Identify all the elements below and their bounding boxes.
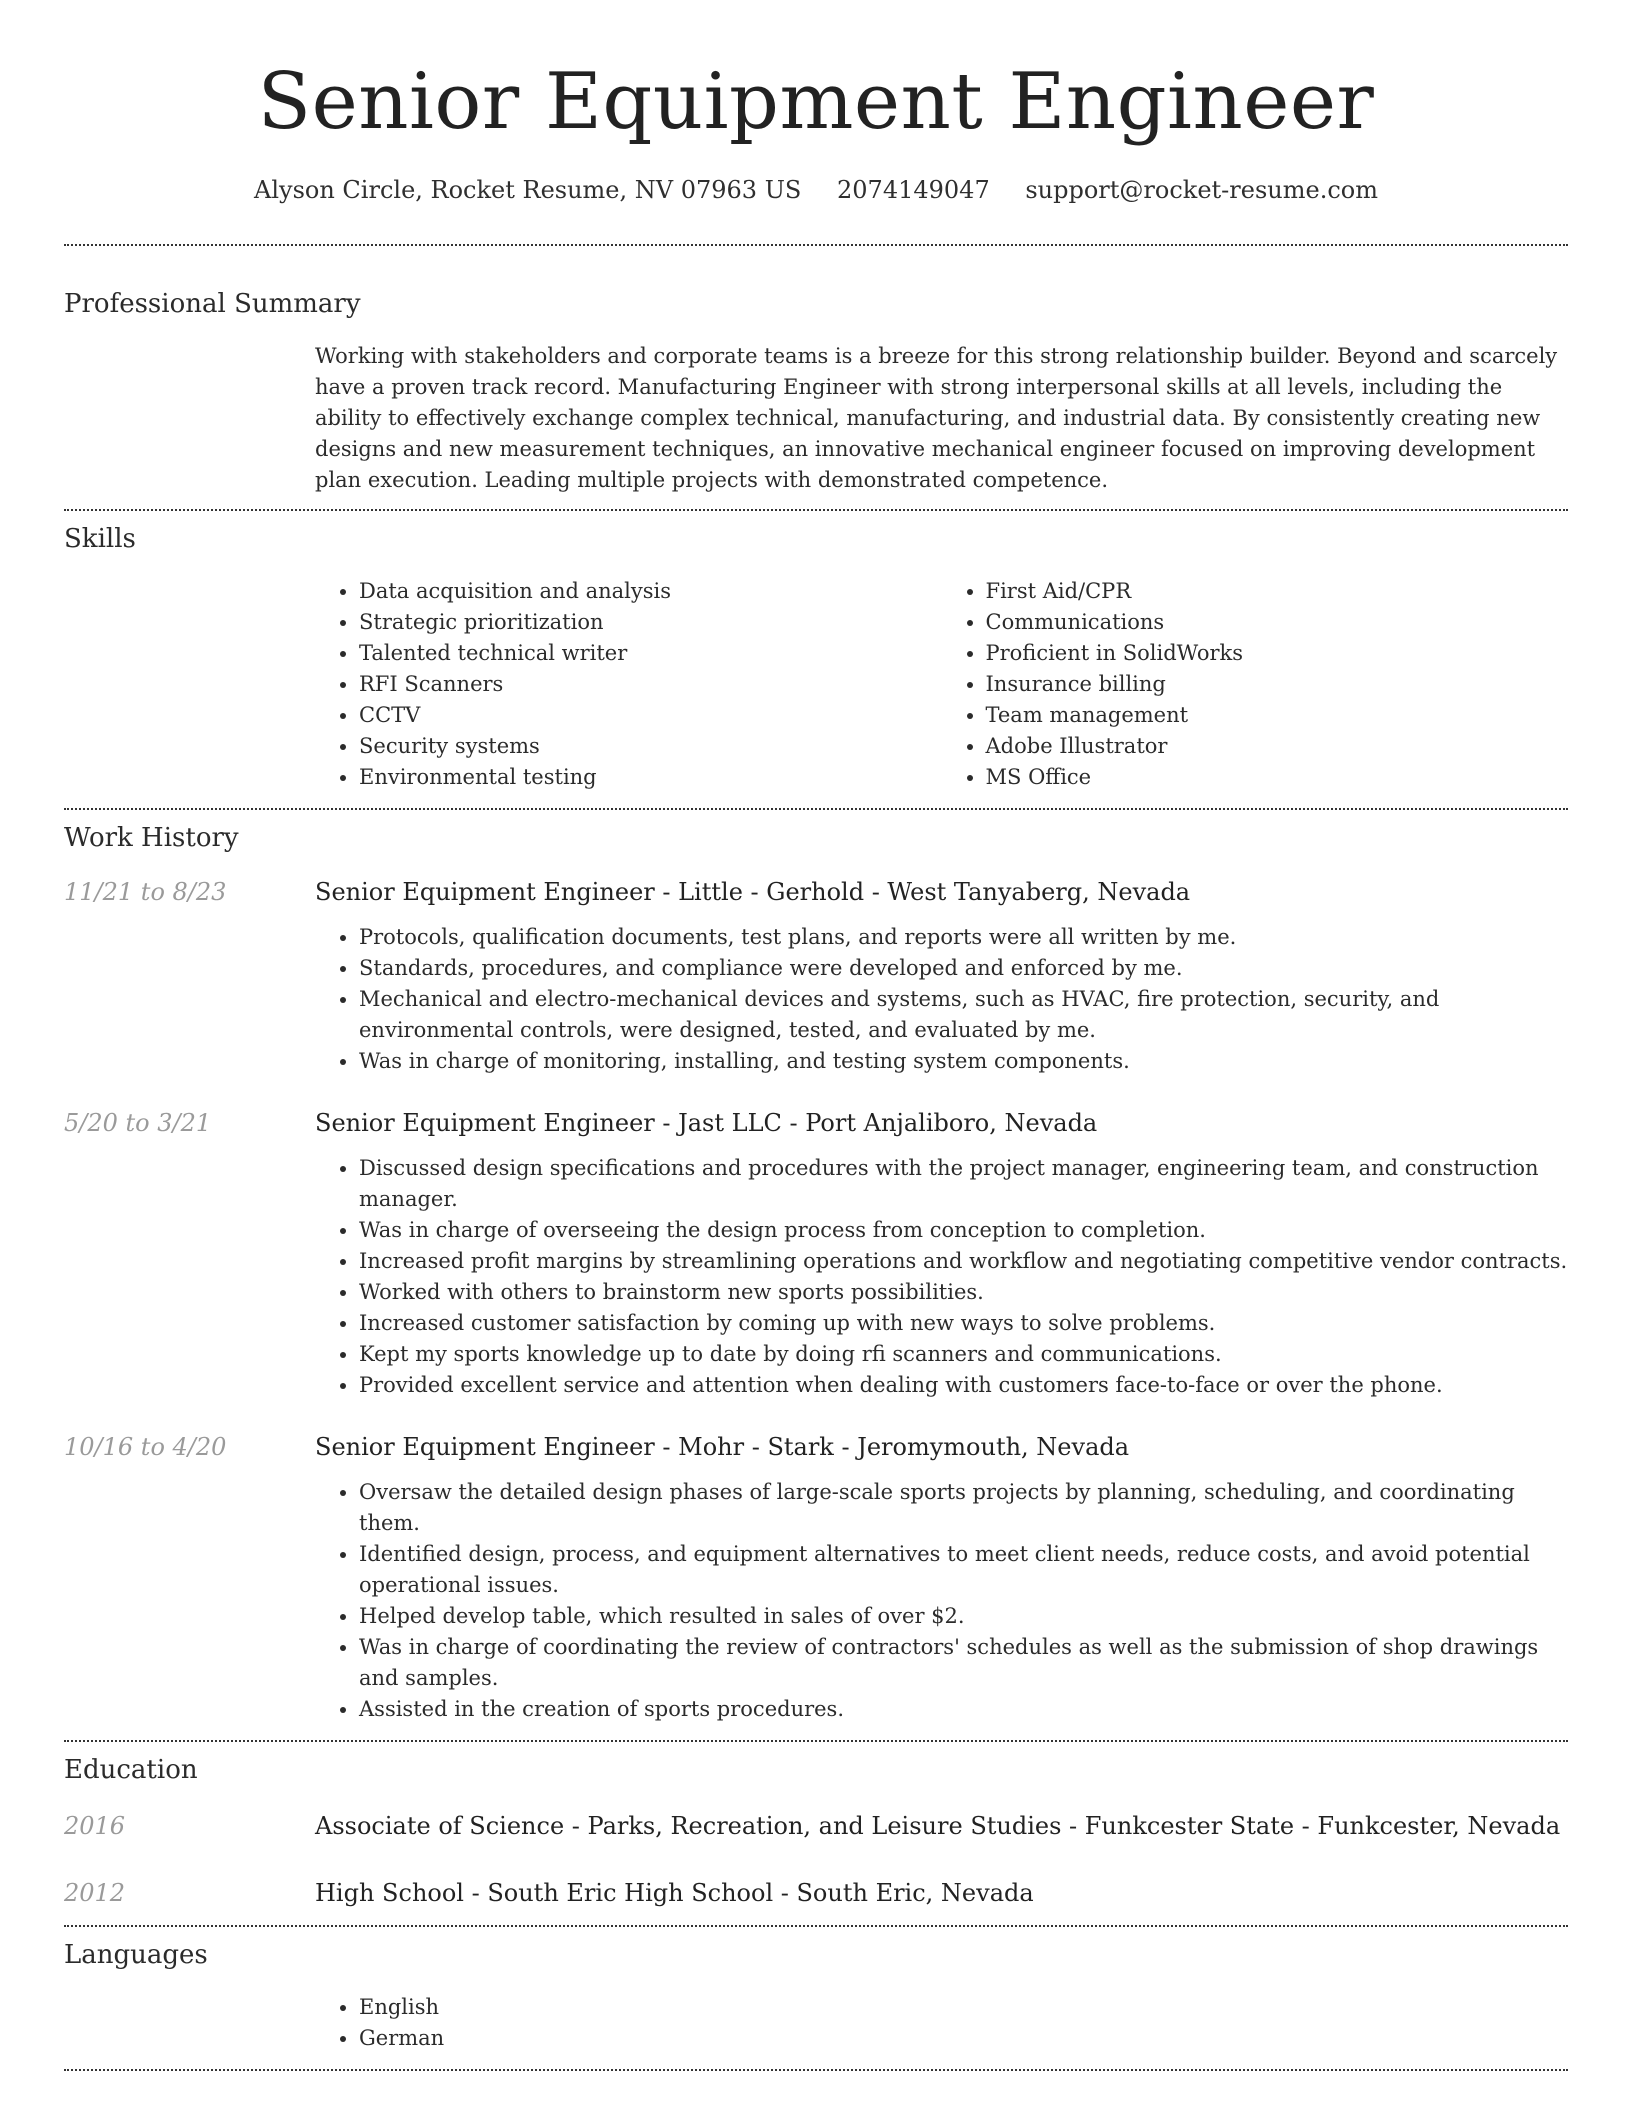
divider [64,509,1568,511]
job-title: Senior Equipment Engineer - Jast LLC - Port Anjaliboro, Nevada [315,1109,1098,1137]
skill-item: • Security systems [359,731,942,762]
education-heading: Education [64,1755,198,1785]
job-bullet: • Worked with others to brainstorm new sports possibilities. [359,1277,1568,1308]
skills-list-right [942,576,1569,793]
languages-list [315,1992,1568,2054]
skill-item: • Communications [986,607,1569,638]
skill-item: • MS Office [986,762,1569,793]
job-entry [64,875,1568,1077]
job-entry [64,1106,1568,1401]
skills-heading: Skills [64,524,136,554]
job-bullet: • Provided excellent service and attention when dealing with customers face-to-face or over the phone. [359,1370,1568,1401]
education-date: 2012 [64,1879,126,1907]
job-bullet: • Protocols, qualification documents, test plans, and reports were all written by me. [359,922,1568,953]
job-bullet: • Discussed design specifications and procedures with the project manager, engineering team, and construction manager. [359,1153,1568,1215]
contact-line [64,172,1568,208]
language-item: • German [359,2023,1568,2054]
contact-address: Alyson Circle, Rocket Resume, NV 07963 US [254,176,802,204]
job-bullets [315,1153,1568,1401]
education-entry [64,1876,1568,1910]
education-detail: High School - South Eric High School - South Eric, Nevada [315,1879,1034,1907]
job-bullet: • Increased customer satisfaction by coming up with new ways to solve problems. [359,1308,1568,1339]
contact-phone: 2074149047 [837,176,990,204]
education-entry [64,1809,1568,1843]
skills-list-left [315,576,942,793]
job-bullet: • Identified design, process, and equipment alternatives to meet client needs, reduce costs, and avoid potential operational issues. [359,1539,1568,1601]
skill-item: • Data acquisition and analysis [359,576,942,607]
job-bullet: • Was in charge of overseeing the design process from conception to completion. [359,1215,1568,1246]
languages-heading: Languages [64,1940,208,1970]
skill-item: • Insurance billing [986,669,1569,700]
language-item: • English [359,1992,1568,2023]
resume-title: Senior Equipment Engineer [257,57,1375,147]
job-bullet: • Was in charge of monitoring, installing, and testing system components. [359,1046,1568,1077]
summary-section [315,341,1568,496]
job-bullets [315,1477,1568,1725]
job-bullet: • Mechanical and electro-mechanical devices and systems, such as HVAC, fire protection, security, and environmental controls, were designed, tested, and evaluated by me. [359,984,1568,1046]
job-date: 11/21 to 8/23 [64,878,227,906]
skill-item: • CCTV [359,700,942,731]
job-bullet: • Assisted in the creation of sports procedures. [359,1694,1568,1725]
skill-item: • Strategic prioritization [359,607,942,638]
job-bullet: • Standards, procedures, and compliance were developed and enforced by me. [359,953,1568,984]
job-bullet: • Was in charge of coordinating the review of contractors' schedules as well as the submission of shop drawings and samples. [359,1632,1568,1694]
education-detail: Associate of Science - Parks, Recreation, and Leisure Studies - Funkcester State - Funkcester, Nevada [315,1812,1561,1840]
skill-item: • Environmental testing [359,762,942,793]
job-bullet: • Increased profit margins by streamlining operations and workflow and negotiating competitive vendor contracts. [359,1246,1568,1277]
skill-item: • First Aid/CPR [986,576,1569,607]
job-bullet: • Helped develop table, which resulted in sales of over $2. [359,1601,1568,1632]
divider [64,1925,1568,1927]
work-heading: Work History [64,823,239,853]
skill-item: • Talented technical writer [359,638,942,669]
job-bullet: • Kept my sports knowledge up to date by doing rfi scanners and communications. [359,1339,1568,1370]
job-bullet: • Oversaw the detailed design phases of large-scale sports projects by planning, scheduling, and coordinating them. [359,1477,1568,1539]
job-bullets [315,922,1568,1077]
contact-email: support@rocket-resume.com [1025,176,1378,204]
job-title: Senior Equipment Engineer - Mohr - Stark - Jeromymouth, Nevada [315,1433,1130,1461]
job-title: Senior Equipment Engineer - Little - Gerhold - West Tanyaberg, Nevada [315,878,1191,906]
skill-item: • RFI Scanners [359,669,942,700]
divider [64,244,1568,246]
divider [64,808,1568,810]
job-entry [64,1430,1568,1725]
languages-section [315,1992,1568,2054]
skill-item: • Team management [986,700,1569,731]
job-date: 10/16 to 4/20 [64,1433,227,1461]
summary-heading: Professional Summary [64,289,361,319]
skill-item: • Adobe Illustrator [986,731,1569,762]
divider [64,1740,1568,1742]
job-date: 5/20 to 3/21 [64,1109,212,1137]
divider [64,2069,1568,2071]
education-date: 2016 [64,1812,126,1840]
skill-item: • Proficient in SolidWorks [986,638,1569,669]
summary-text: Working with stakeholders and corporate teams is a breeze for this strong relationship builder. Beyond and scarcely have a proven track record. Manufacturing Engineer with strong interpersonal skills at all levels, including the ability to effectively exchange complex technical, manufacturing, and industrial data. By consistently creating new designs and new measurement techniques, an innovative mechanical engineer focused on improving development plan execution. Leading multiple projects with demonstrated competence. [315,344,1558,492]
skills-section [315,576,1568,793]
